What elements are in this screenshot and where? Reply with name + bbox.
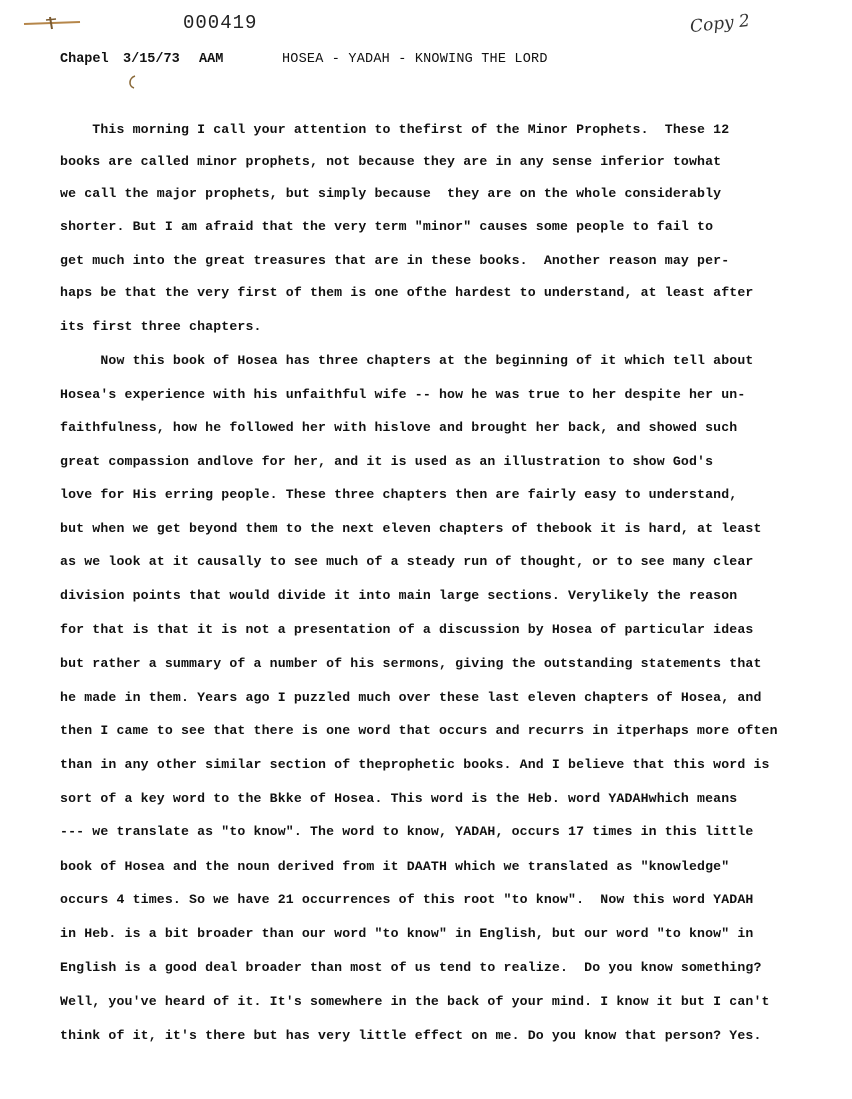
- text-line: Hosea's experience with his unfaithful wife -- how he was true to her despite her un-: [60, 387, 746, 402]
- text-line: --- we translate as "to know". The word to know, YADAH, occurs 17 times in this little: [60, 824, 754, 839]
- header-aam: AAM: [199, 52, 224, 67]
- text-line: Well, you've heard of it. It's somewhere in the back of your mind. I know it but I can't: [60, 994, 770, 1009]
- text-line: book of Hosea and the noun derived from it DAATH which we translated as "knowledge": [60, 859, 730, 874]
- text-line: as we look at it causally to see much of a steady run of thought, or to see many clear: [60, 554, 754, 569]
- handwritten-tick-icon: [125, 74, 139, 90]
- text-line: but rather a summary of a number of his sermons, giving the outstanding statements that: [60, 656, 762, 671]
- text-line: get much into the great treasures that are in these books. Another reason may per-: [60, 253, 730, 268]
- text-line: than in any other similar section of theprophetic books. And I believe that this word is: [60, 757, 770, 772]
- text-line: in Heb. is a bit broader than our word "to know" in English, but our word "to know" in: [60, 926, 754, 941]
- text-line: then I came to see that there is one word that occurs and recurrs in itperhaps more often: [60, 723, 778, 738]
- text-line: for that is that it is not a presentation of a discussion by Hosea of particular ideas: [60, 622, 754, 637]
- text-line: sort of a key word to the Bkke of Hosea. This word is the Heb. word YADAHwhich means: [60, 791, 738, 806]
- text-line: shorter. But I am afraid that the very term "minor" causes some people to fail to: [60, 219, 714, 234]
- text-line: we call the major prophets, but simply because they are on the whole considerably: [60, 186, 722, 201]
- header-title: HOSEA - YADAH - KNOWING THE LORD: [282, 52, 548, 67]
- text-line: faithfulness, how he followed her with hislove and brought her back, and showed such: [60, 420, 738, 435]
- ink-mark-icon: [22, 16, 82, 30]
- text-line: its first three chapters.: [60, 319, 262, 334]
- handwritten-annotation: Copy 2: [689, 10, 751, 38]
- text-line: love for His erring people. These three chapters then are fairly easy to understand,: [60, 487, 738, 502]
- document-number: 000419: [183, 12, 258, 34]
- text-line: think of it, it's there but has very little effect on me. Do you know that person? Yes.: [60, 1028, 762, 1043]
- document-header: [60, 52, 832, 72]
- text-line: occurs 4 times. So we have 21 occurrences of this root "to know". Now this word YADAH: [60, 892, 754, 907]
- text-line: division points that would divide it into main large sections. Verylikely the reason: [60, 588, 738, 603]
- text-line: books are called minor prophets, not because they are in any sense inferior towhat: [60, 154, 722, 169]
- header-chapel: Chapel: [60, 52, 109, 67]
- text-line: This morning I call your attention to thefirst of the Minor Prophets. These 12: [60, 122, 730, 137]
- text-line: Now this book of Hosea has three chapters at the beginning of it which tell about: [60, 353, 754, 368]
- text-line: but when we get beyond them to the next eleven chapters of thebook it is hard, at least: [60, 521, 762, 536]
- header-date: 3/15/73: [123, 52, 180, 67]
- text-line: great compassion andlove for her, and it is used as an illustration to show God's: [60, 454, 714, 469]
- text-line: English is a good deal broader than most of us tend to realize. Do you know something?: [60, 960, 762, 975]
- text-line: haps be that the very first of them is one ofthe hardest to understand, at least after: [60, 285, 754, 300]
- text-line: he made in them. Years ago I puzzled much over these last eleven chapters of Hosea, and: [60, 690, 762, 705]
